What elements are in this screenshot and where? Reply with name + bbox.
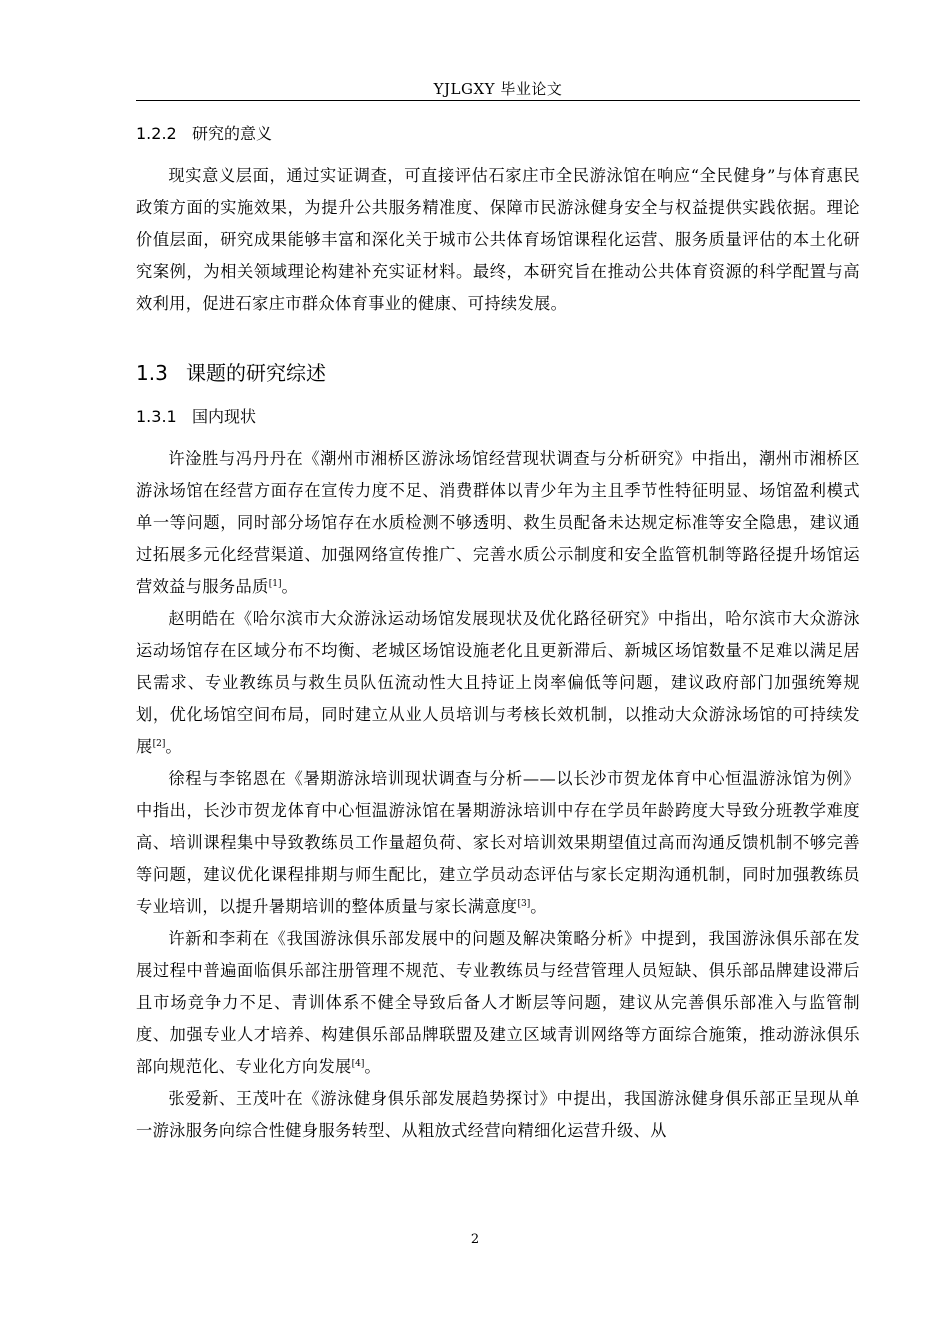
paragraph-end: 。 (530, 897, 547, 916)
citation-ref: [1] (268, 579, 282, 589)
section-title: 国内现状 (192, 407, 257, 426)
citation-ref: [4] (351, 1059, 365, 1069)
paragraph-review-4 (136, 923, 860, 1083)
section-number: 1.3.1 (136, 407, 177, 426)
page-header: YJLGXY 毕业论文 (433, 80, 563, 98)
page-number: 2 (470, 1232, 480, 1247)
section-heading-1-3-1 (136, 403, 860, 431)
paragraph-review-3 (136, 763, 860, 923)
section-heading-1-2-2 (136, 120, 860, 148)
section-number: 1.2.2 (136, 124, 177, 143)
section-number: 1.3 (136, 361, 168, 385)
paragraph-text: 张爱新、王茂叶在《游泳健身俱乐部发展趋势探讨》中提出，我国游泳健身俱乐部正呈现从单一游泳服务向综合性健身服务转型、从粗放式经营向精细化运营升级、从 (136, 1089, 860, 1140)
paragraph-text: 徐程与李铭恩在《暑期游泳培训现状调查与分析——以长沙市贺龙体育中心恒温游泳馆为例》中指出，长沙市贺龙体育中心恒温游泳馆在暑期游泳培训中存在学员年龄跨度大导致分班教学难度高、培训课程集中导致教练员工作量超负荷、家长对培训效果期望值过高而沟通反馈机制不够完善等问题，建议优化课程排期与师生配比，建立学员动态评估与家长定期沟通机制，同时加强教练员专业培训，以提升暑期培训的整体质量与家长满意度 (136, 769, 860, 916)
paragraph-end: 。 (165, 737, 182, 756)
paragraph-text: 许新和李莉在《我国游泳俱乐部发展中的问题及解决策略分析》中提到，我国游泳俱乐部在发展过程中普遍面临俱乐部注册管理不规范、专业教练员与经营管理人员短缺、俱乐部品牌建设滞后且市场竞争力不足、青训体系不健全导致后备人才断层等问题，建议从完善俱乐部准入与监管制度、加强专业人才培养、构建俱乐部品牌联盟及建立区域青训网络等方面综合施策，推动游泳俱乐部向规范化、专业化方向发展 (136, 929, 860, 1076)
citation-ref: [3] (517, 899, 531, 909)
paragraph-text: 赵明皓在《哈尔滨市大众游泳运动场馆发展现状及优化路径研究》中指出，哈尔滨市大众游泳运动场馆存在区域分布不均衡、老城区场馆设施老化且更新滞后、新城区场馆数量不足难以满足居民需求、专业教练员与救生员队伍流动性大且持证上岗率偏低等问题，建议政府部门加强统筹规划，优化场馆空间布局，同时建立从业人员培训与考核长效机制，以推动大众游泳场馆的可持续发展 (136, 609, 860, 756)
paragraph-review-1 (136, 443, 860, 603)
paragraph-review-2 (136, 603, 860, 763)
paragraph-significance: 现实意义层面，通过实证调查，可直接评估石家庄市全民游泳馆在响应“全民健身”与体育惠民政策方面的实施效果，为提升公共服务精准度、保障市民游泳健身安全与权益提供实践依据。理论价值层面，研究成果能够丰富和深化关于城市公共体育场馆课程化运营、服务质量评估的本土化研究案例，为相关领域理论构建补充实证材料。最终，本研究旨在推动公共体育资源的科学配置与高效利用，促进石家庄市群众体育事业的健康、可持续发展。 (136, 166, 860, 313)
header-divider (136, 100, 860, 101)
paragraph-text: 许淦胜与冯丹丹在《潮州市湘桥区游泳场馆经营现状调查与分析研究》中指出，潮州市湘桥区游泳场馆在经营方面存在宣传力度不足、消费群体以青少年为主且季节性特征明显、场馆盈利模式单一等问题，同时部分场馆存在水质检测不够透明、救生员配备未达规定标准等安全隐患，建议通过拓展多元化经营渠道、加强网络宣传推广、完善水质公示制度和安全监管机制等路径提升场馆运营效益与服务品质 (136, 449, 860, 596)
section-title: 研究的意义 (192, 124, 273, 143)
paragraph-end: 。 (364, 1057, 381, 1076)
paragraph-review-5 (136, 1083, 860, 1147)
page-body (136, 120, 860, 1147)
section-title: 课题的研究综述 (186, 361, 326, 385)
section-heading-1-3 (136, 356, 860, 390)
paragraph-end: 。 (281, 577, 299, 596)
citation-ref: [2] (152, 739, 166, 749)
